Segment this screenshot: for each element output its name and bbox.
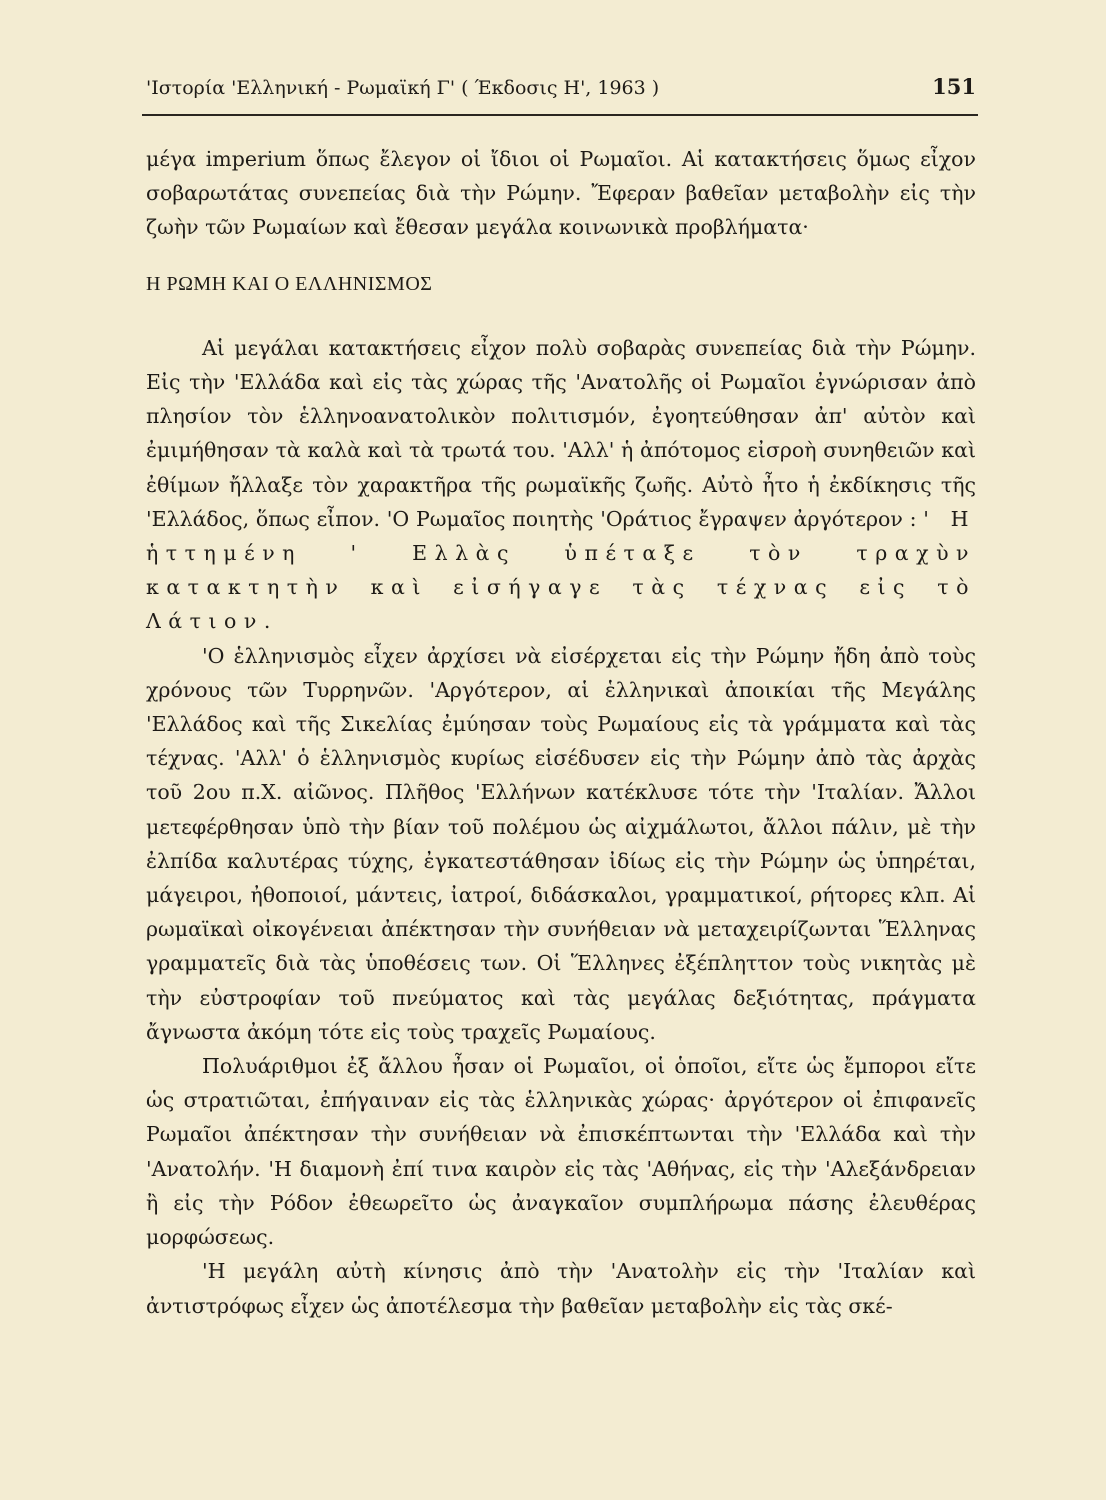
running-header [146,74,976,99]
horace-quote: ' Η ἡττημένη ' Ελλὰς ὑπέταξε τὸν τραχὺν κατακτητὴν καὶ εἰσήγαγε τὰς τέχνας εἰς τὸ Λάτιον. [146,506,977,634]
section-heading: Η ΡΩΜΗ ΚΑΙ Ο ΕΛΛΗΝΙΣΜΟΣ [146,272,433,295]
header-rule [142,114,978,116]
paragraph-hellenism: 'Ο ἑλληνισμὸς εἶχεν ἀρχίσει νὰ εἰσέρχεται εἰς τὴν Ρώμην ἤδη ἀπὸ τοὺς χρόνους τῶν Τυρρηνῶν. 'Αργότερον, αἱ ἑλληνικαὶ ἀποικίαι τῆς Μεγάλης 'Ελλάδος καὶ τῆς Σικελίας ἐμύησαν τοὺς Ρωμαίους εἰς τὰ γράμματα καὶ τὰς τέχνας. 'Αλλ' ὁ ἑλληνισμὸς κυρίως εἰσέδυσεν εἰς τὴν Ρώμην ἀπὸ τὰς ἀρχὰς τοῦ 2ου π.Χ. αἰῶνος. Πλῆθος 'Ελλήνων κατέκλυσε τότε τὴν 'Ιταλίαν. Ἄλλοι μετεφέρθησαν ὑπὸ τὴν βίαν τοῦ πολέμου ὡς αἰχμάλωτοι, ἄλλοι πάλιν, μὲ τὴν ἐλπίδα καλυτέρας τύχης, ἐγκατεστάθησαν ἰδίως εἰς τὴν Ρώμην ὡς ὑπηρέται, μάγειροι, ἠθοποιοί, μάντεις, ἰατροί, διδάσκαλοι, γραμματικοί, ρήτορες κλπ. Αἱ ρωμαϊκαὶ οἰκογένειαι ἀπέκτησαν τὴν συνήθειαν νὰ μεταχειρίζωνται Ἕλληνας γραμματεῖς διὰ τὰς ὑποθέσεις των. Οἱ Ἕλληνες ἐξέπληττον τοὺς νικητὰς μὲ τὴν εὐστροφίαν τοῦ πνεύματος καὶ τὰς μεγάλας δεξιότητας, πράγματα ἄγνωστα ἀκόμη τότε εἰς τοὺς τραχεῖς Ρωμαίους. [146,643,976,1044]
page-number: 151 [932,74,976,99]
paragraph-continuation: μέγα imperium ὅπως ἔλεγον οἱ ἴδιοι οἱ Ρωμαῖοι. Αἱ κατακτήσεις ὅμως εἶχον σοβαρωτάτας συνεπείας διὰ τὴν Ρώμην. Ἔφεραν βαθεῖαν μεταβολὴν εἰς τὴν ζωὴν τῶν Ρωμαίων καὶ ἔθεσαν μεγάλα κοινωνικὰ προβλήματα· [146,147,976,240]
paragraph-romans-travel: Πολυάριθμοι ἐξ ἄλλου ἦσαν οἱ Ρωμαῖοι, οἱ ὁποῖοι, εἴτε ὡς ἔμποροι εἴτε ὡς στρατιῶται, ἐπήγαιναν εἰς τὰς ἑλληνικὰς χώρας· ἀργότερον οἱ ἐπιφανεῖς Ρωμαῖοι ἀπέκτησαν τὴν συνήθειαν νὰ ἐπισκέπτωνται τὴν 'Ελλάδα καὶ τὴν 'Ανατολήν. 'Η διαμονὴ ἐπί τινα καιρὸν εἰς τὰς 'Αθήνας, εἰς τὴν 'Αλεξάνδρειαν ἢ εἰς τὴν Ρόδον ἐθεωρεῖτο ὡς ἀναγκαῖον συμπλήρωμα πάσης ἐλευθέρας μορφώσεως. [146,1054,976,1250]
running-header-title: 'Ιστορία 'Ελληνική - Ρωμαϊκή Γ' ( Έκδοσις Η', 1963 ) [146,77,660,99]
paragraph-conquests [146,331,976,639]
paragraph-conquests-text: Αἱ μεγάλαι κατακτήσεις εἶχον πολὺ σοβαρὰς συνεπείας διὰ τὴν Ρώμην. Εἰς τὴν 'Ελλάδα καὶ εἰς τὰς χώρας τῆς 'Ανατολῆς οἱ Ρωμαῖοι ἐγνώρισαν ἀπὸ πλησίον τὸν ἑλληνοανατολικὸν πολιτισμόν, ἐγοητεύθησαν ἀπ' αὐτὸν καὶ ἐμιμήθησαν τὰ καλὰ καὶ τὰ τρωτά του. 'Αλλ' ἡ ἀπότομος εἰσροὴ συνηθειῶν καὶ ἐθίμων ἤλλαξε τὸν χαρακτῆρα τῆς ρωμαϊκῆς ζωῆς. Αὐτὸ ἦτο ἡ ἐκδίκησις τῆς 'Ελλάδος, ὅπως εἶπον. 'Ο Ρωμαῖος ποιητὴς 'Οράτιος ἔγραψεν ἀργότερον : [146,335,976,531]
paragraph-movement: 'Η μεγάλη αὐτὴ κίνησις ἀπὸ τὴν 'Ανατολὴν εἰς τὴν 'Ιταλίαν καὶ ἀντιστρόφως εἶχεν ὡς ἀποτέλεσμα τὴν βαθεῖαν μεταβολὴν εἰς τὰς σκέ- [146,1259,976,1318]
page-body [146,142,976,1323]
